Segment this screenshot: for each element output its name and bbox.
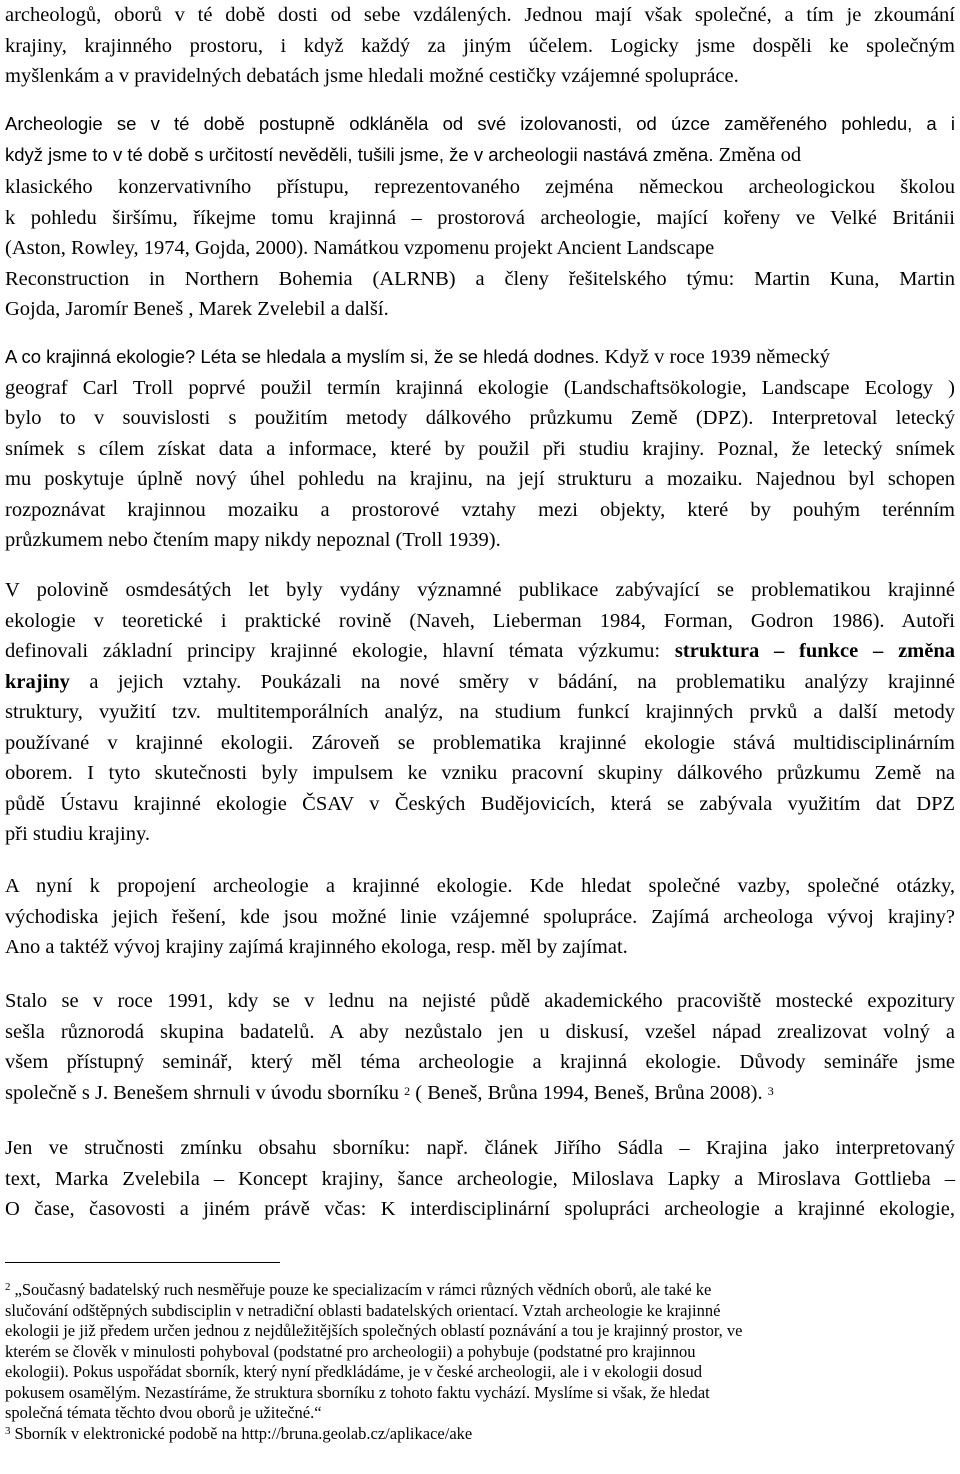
text-span: „Současný badatelský ruch nesměřuje pouze ke specializacím v rámci různých vědních oborů, ale také ke bbox=[14, 1280, 712, 1299]
text-line: A nyní k propojení archeologie a krajinné ekologie. Kde hledat společné vazby, společné otázky, bbox=[5, 875, 955, 897]
text-line: Gojda, Jaromír Beneš , Marek Zvelebil a další. bbox=[5, 298, 389, 320]
text-span: a jejich vztahy. Poukázali na nové směry v bádání, na problematiku analýzy krajinné bbox=[69, 670, 955, 693]
text-span: A co krajinná ekologie? Léta se hledala a myslím si, že se hledá dodnes. bbox=[5, 346, 600, 367]
text-line: společná témata těchto dvou oborů je užitečné.“ bbox=[5, 1403, 322, 1422]
text-span: Změna od bbox=[713, 143, 802, 166]
paragraph-connection bbox=[5, 871, 955, 963]
text-line: mu poskytuje úplně nový úhel pohledu na krajinu, na její strukturu a mozaiku. Najednou byl schopen bbox=[5, 468, 955, 490]
paragraph-proceedings bbox=[5, 1133, 955, 1225]
footnote-2 bbox=[5, 1280, 955, 1444]
footnote-ref-2[interactable]: 2 bbox=[404, 1083, 411, 1098]
text-line: myšlenkám a v pravidelných debatách jsme hledali možné cestičky vzájemné spolupráce. bbox=[5, 65, 739, 87]
text-line: Reconstruction in Northern Bohemia (ALRNB) a členy řešitelského týmu: Martin Kuna, Martin bbox=[5, 267, 955, 290]
text-line: Jen ve stručnosti zmínku obsahu sborníku: např. článek Jiřího Sádla – Krajina jako interpretovaný bbox=[5, 1137, 955, 1159]
text-line: půdě Ústavu krajinné ekologie ČSAV v Českých Budějovicích, která se zabývala využitím dat DPZ bbox=[5, 792, 955, 815]
text-line bbox=[5, 140, 955, 173]
text-line: východiska jejich řešení, kde jsou možné linie vzájemné spolupráce. Zajímá archeologa vývoj krajiny? bbox=[5, 905, 955, 928]
text-line: používané v krajinné ekologii. Zároveň se problematika krajinné ekologie stává multidisciplinárním bbox=[5, 731, 955, 754]
text-line bbox=[5, 1424, 955, 1445]
text-line: ekologii). Pokus uspořádat sborník, který nyní předkládáme, je v české archeologii, ale i v ekologii dosud bbox=[5, 1362, 702, 1381]
paragraph-archeology bbox=[5, 109, 955, 325]
paragraph-seminar bbox=[5, 986, 955, 1108]
footnote-ref-3[interactable]: 3 bbox=[767, 1083, 774, 1098]
text-line: Archeologie se v té době postupně odkláněla od své izolovanosti, od úzce zaměřeného pohledu, a i bbox=[5, 113, 955, 134]
text-line: text, Marka Zvelebila – Koncept krajiny, šance archeologie, Miloslava Lapky a Miroslava Gottlieba – bbox=[5, 1167, 955, 1190]
text-span: Když v roce 1939 německý bbox=[599, 346, 830, 368]
text-line: krajiny, krajinného prostoru, i když každý za jiným účelem. Logicky jsme dospěli ke společným bbox=[5, 34, 955, 57]
text-line bbox=[5, 233, 955, 264]
text-line: pokusem osamělým. Nezastíráme, že struktura sborníku z tohoto faktu vychází. Myslíme si však, že hledat bbox=[5, 1382, 710, 1402]
footnote-number: 3 bbox=[5, 1424, 11, 1437]
text-span: když jsme to v té době s určitostí nevěděli, tušili jsme, že v archeologii nastává změna. bbox=[5, 143, 714, 165]
text-line: k pohledu širšímu, říkejme tomu krajinná – prostorová archeologie, mající kořeny ve Velké Británii bbox=[5, 206, 955, 229]
text-line: snímek s cílem získat data a informace, které by použil při studiu krajiny. Poznal, že letecký snímek bbox=[5, 437, 955, 460]
text-line: oborem. I tyto skutečnosti byly impulsem ke vzniku pracovní skupiny dálkového průzkumu Země na bbox=[5, 762, 955, 784]
text-span: Namátkou vzpomenu projekt Ancient Landscape bbox=[308, 237, 715, 259]
text-line: Ano a taktéž vývoj krajiny zajímá krajinného ekologa, resp. měl by zajímat. bbox=[5, 936, 628, 958]
text-line: struktury, využití tzv. multitemporálních analýz, na studium funkcí krajinných prvků a další metody bbox=[5, 701, 955, 723]
text-line bbox=[5, 342, 955, 373]
text-line: ekologii je již předem určen jednou z nejdůležitějších společných oblastí poznávání a tou je krajinný prostor, ve bbox=[5, 1321, 743, 1340]
text-line: slučování odštěpných subdisciplin v netradiční oblasti badatelských orientací. Vztah archeologie ke krajinné bbox=[5, 1300, 721, 1320]
bold-term: krajiny bbox=[5, 670, 70, 693]
paragraph-landscape-ecology bbox=[5, 342, 955, 556]
text-line: všem přístupný seminář, který měl téma archeologie a krajinná ekologie. Důvody semináře jsme bbox=[5, 1051, 955, 1073]
footnote-number: 2 bbox=[5, 1281, 11, 1293]
text-span: definovali základní principy krajinné ekologie, hlavní témata výzkumu: bbox=[5, 640, 661, 662]
text-line: bylo to v souvislosti s použitím metody dálkového průzkumu Země (DPZ). Interpretoval letecký bbox=[5, 407, 955, 429]
text-span: (Aston, Rowley, 1974, Gojda, 2000). bbox=[5, 237, 309, 259]
text-span: společně s J. Benešem shrnuli v úvodu sborníku bbox=[5, 1081, 400, 1104]
text-line: geograf Carl Troll poprvé použil termín krajinná ekologie (Landschaftsökologie, Landscape Ecology ) bbox=[5, 376, 955, 399]
text-line: klasického konzervativního přístupu, reprezentovaného zejména německou archeologickou školou bbox=[5, 176, 955, 198]
text-line: kterém se člověk v minulosti pohyboval (podstatné pro archeologii) a pohybuje (podstatné pro krajinnou bbox=[5, 1341, 696, 1361]
text-line: ekologie v teoretické i praktické rovině (Naveh, Lieberman 1984, Forman, Godron 1986). Autoři bbox=[5, 609, 955, 632]
text-line bbox=[5, 636, 955, 667]
paragraph-publications bbox=[5, 575, 955, 850]
text-line: archeologů, oborů v té době dosti od sebe vzdálených. Jednou mají však společné, a tím je zkoumání bbox=[5, 4, 955, 26]
text-line: při studiu krajiny. bbox=[5, 823, 151, 845]
bold-term: struktura – funkce – změna bbox=[674, 640, 956, 662]
footnote-3-text[interactable]: Sborník v elektronické podobě na http://bruna.geolab.cz/aplikace/ake bbox=[14, 1423, 473, 1443]
text-line bbox=[5, 1078, 955, 1109]
text-line: sešla různorodá skupina badatelů. A aby nezůstalo jen u diskusí, vzešel nápad zrealizovat volný a bbox=[5, 1020, 955, 1043]
footnote-separator bbox=[5, 1262, 280, 1263]
text-line: V polovině osmdesátých let byly vydány významné publikace zabývající se problematikou krajinné bbox=[5, 579, 955, 601]
text-line bbox=[5, 1280, 955, 1301]
text-line: O čase, časovosti a jiném právě včas: K interdisciplinární spolupráci archeologie a krajinné ekologie, bbox=[5, 1198, 955, 1220]
text-line: Stalo se v roce 1991, kdy se v lednu na nejisté půdě akademického pracoviště mostecké expozitury bbox=[5, 990, 955, 1012]
paragraph-intro bbox=[5, 0, 955, 92]
text-line: rozpoznávat krajinnou mozaiku a prostorové vztahy mezi objekty, které by pouhým terénním bbox=[5, 498, 955, 521]
text-line: průzkumem nebo čtením mapy nikdy nepoznal (Troll 1939). bbox=[5, 529, 501, 551]
text-span: ( Beneš, Brůna 1994, Beneš, Brůna 2008). bbox=[415, 1081, 763, 1104]
text-line bbox=[5, 667, 955, 698]
